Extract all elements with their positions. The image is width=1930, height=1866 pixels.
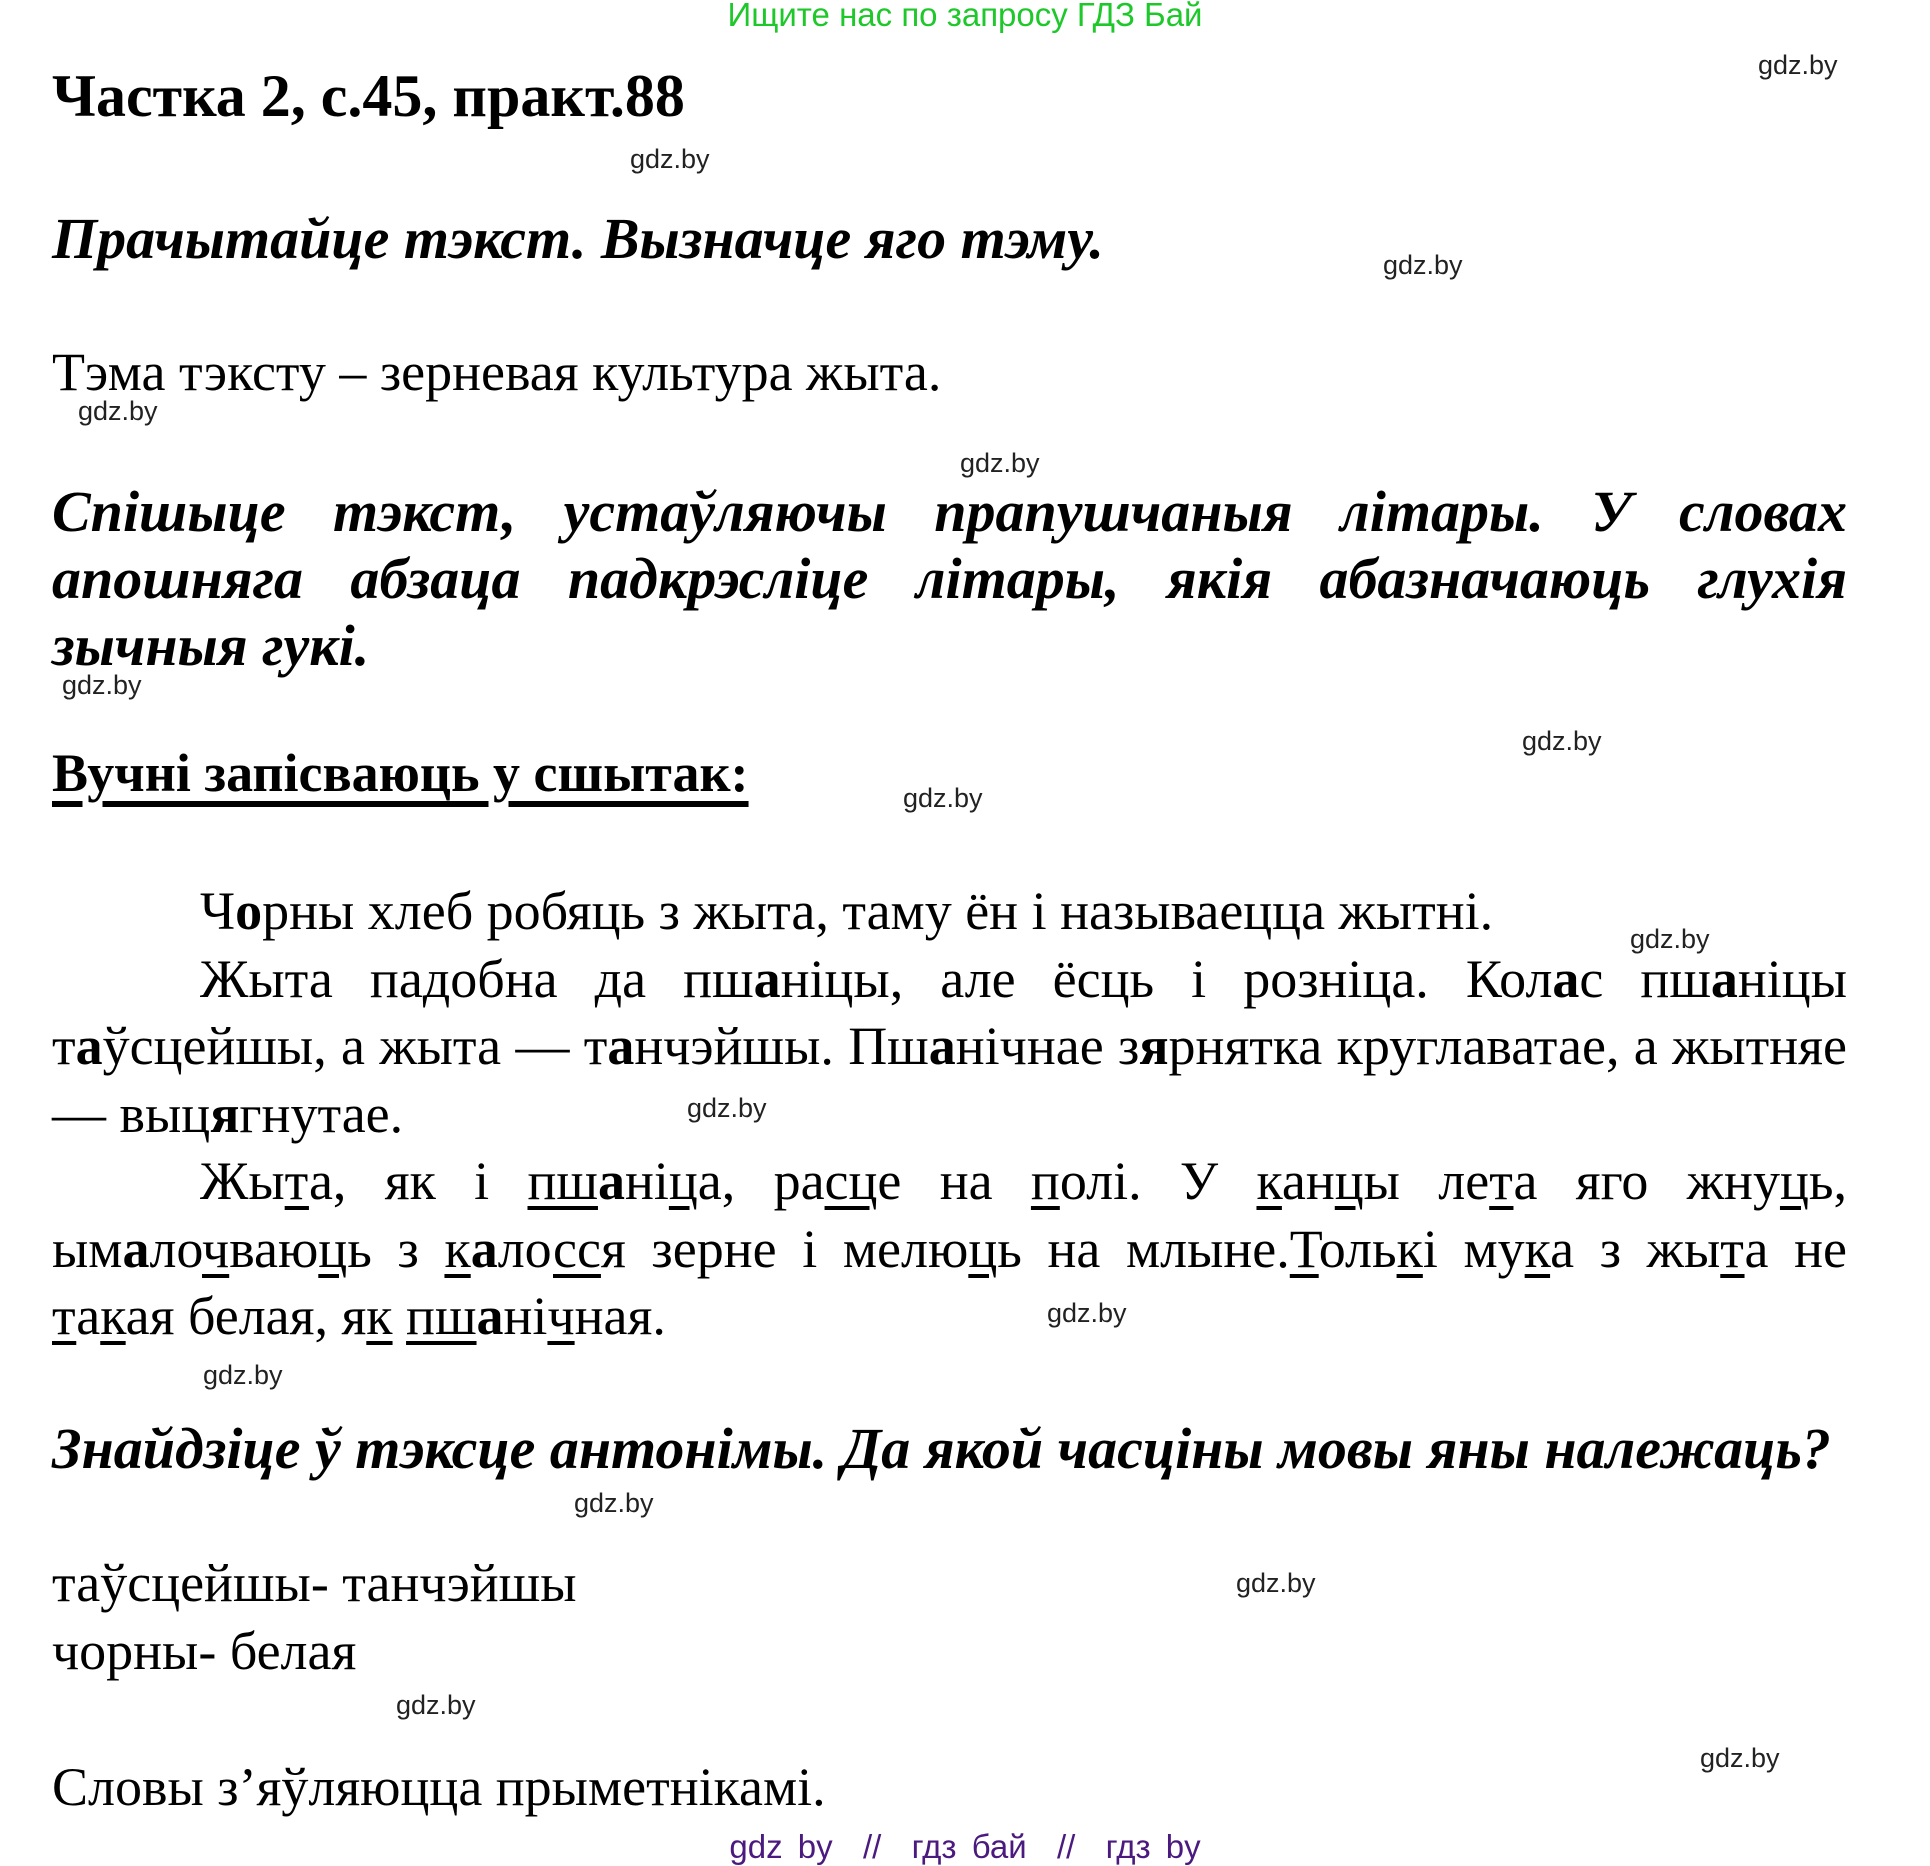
underlined-voiceless-consonant: к: [1524, 1218, 1551, 1279]
watermark: gdz.by: [1700, 1743, 1780, 1773]
underlined-voiceless-consonant: пш: [527, 1151, 598, 1211]
task-2-instruction: Спішыце тэкст, устаўляючы прапушчаныя літары. У словах апошняга абзаца падкрэсліце літары, якія абазначаюць глухія зычныя гукі.: [52, 479, 1847, 678]
underlined-voiceless-consonant: ч: [202, 1218, 230, 1279]
watermark: gdz.by: [396, 1690, 476, 1720]
answer-theme: Тэма тэксту – зерневая культура жыта.: [52, 342, 942, 402]
page-title: Частка 2, с.45, практ.88: [52, 63, 685, 129]
underlined-voiceless-consonant: ц: [1334, 1151, 1364, 1211]
bold-letter: а: [1710, 948, 1738, 1009]
watermark: gdz.by: [1236, 1568, 1316, 1598]
bold-letter: а: [476, 1286, 504, 1346]
underlined-voiceless-consonant: Т: [1289, 1218, 1319, 1279]
passage-paragraph: Чорны хлеб робяць з жыта, таму ён і называецца жытні.: [200, 881, 1494, 941]
bold-letter: а: [753, 948, 781, 1009]
underlined-voiceless-consonant: к: [444, 1218, 471, 1279]
footer-links: gdz by // гдз бай // гдз by: [729, 1828, 1201, 1865]
bold-letter: а: [470, 1218, 498, 1279]
task-1-instruction: Прачытайце тэкст. Вызначце яго тэму.: [52, 206, 1104, 271]
watermark: gdz.by: [574, 1488, 654, 1518]
watermark: gdz.by: [203, 1360, 283, 1390]
underlined-voiceless-consonant: т: [52, 1286, 77, 1346]
watermark: gdz.by: [903, 783, 983, 813]
underlined-voiceless-consonant: т: [1720, 1218, 1745, 1279]
watermark: gdz.by: [78, 396, 158, 426]
bold-letter: я: [1139, 1016, 1169, 1076]
bold-letter: а: [928, 1016, 956, 1076]
watermark: gdz.by: [1047, 1298, 1127, 1328]
watermark: gdz.by: [960, 448, 1040, 478]
underlined-voiceless-consonant: ц: [968, 1218, 998, 1279]
watermark: gdz.by: [687, 1093, 767, 1123]
conclusion-text: Словы з’яўляюцца прыметнікамі.: [52, 1757, 826, 1817]
watermark: gdz.by: [62, 670, 142, 700]
underlined-voiceless-consonant: пш: [406, 1286, 477, 1346]
underlined-voiceless-consonant: ц: [318, 1218, 348, 1279]
bold-letter: а: [122, 1218, 150, 1279]
bold-letter: а: [75, 1016, 103, 1076]
task-3-instruction: Знайдзіце ў тэксце антонімы. Да якой часціны мовы яны належаць?: [52, 1416, 1831, 1481]
bold-letter: а: [1552, 948, 1580, 1009]
bold-letter: я: [210, 1083, 240, 1144]
bold-letter: о: [235, 881, 263, 941]
notebook-heading: Вучні запісваюць у сшытак:: [52, 743, 749, 803]
underlined-voiceless-consonant: к: [1256, 1151, 1282, 1211]
passage-paragraph: Жыта, як і пшаніца, расце на полі. У канцы лета яго жнуць, ымалочваюць з калосся зерне і мелюць на млыне.Толькі мука з жыта не такая белая, як пшанічная.: [52, 1151, 1848, 1346]
passage-paragraph: Жыта падобна да пшаніцы, але ёсць і розніца. Колас пшаніцы таўсцейшы, а жыта — танчэйшы. Пшанічнае зярнятка круглаватае, а жытняе — выцягнутае.: [52, 948, 1847, 1144]
underlined-voiceless-consonant: сц: [824, 1151, 878, 1211]
underlined-voiceless-consonant: ч: [547, 1286, 575, 1346]
passage-text: [52, 878, 1847, 1351]
antonym-pair-2: чорны- белая: [52, 1621, 357, 1681]
search-promo-banner: Ищите нас по запросу ГДЗ Бай: [727, 0, 1203, 33]
underlined-voiceless-consonant: к: [1396, 1218, 1423, 1279]
bold-letter: а: [607, 1016, 635, 1076]
underlined-voiceless-consonant: п: [1030, 1151, 1060, 1211]
underlined-voiceless-consonant: к: [100, 1286, 126, 1346]
watermark: gdz.by: [1758, 50, 1838, 80]
watermark: gdz.by: [630, 144, 710, 174]
underlined-voiceless-consonant: ц: [668, 1151, 698, 1211]
underlined-voiceless-consonant: т: [284, 1151, 309, 1211]
antonym-pair-1: таўсцейшы- танчэйшы: [52, 1553, 577, 1613]
watermark: gdz.by: [1383, 250, 1463, 280]
underlined-voiceless-consonant: к: [366, 1286, 393, 1346]
underlined-voiceless-consonant: т: [1489, 1151, 1514, 1211]
underlined-voiceless-consonant: сс: [553, 1218, 601, 1279]
bold-letter: а: [597, 1151, 625, 1211]
watermark: gdz.by: [1630, 924, 1710, 954]
watermark: gdz.by: [1522, 726, 1602, 756]
underlined-voiceless-consonant: ц: [1779, 1151, 1809, 1211]
